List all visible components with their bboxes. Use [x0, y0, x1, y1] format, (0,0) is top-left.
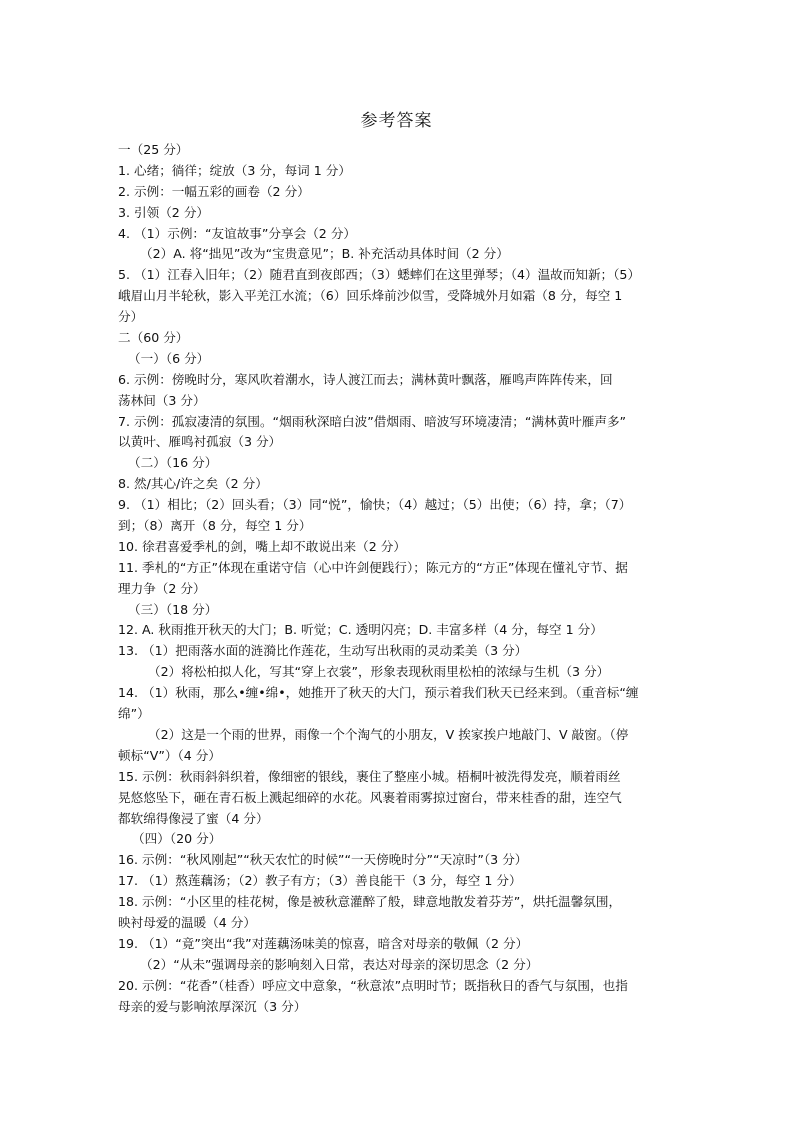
- answer-line: 20. 示例：“花香”（桂香）呼应文中意象，“秋意浓”点明时节；既指秋日的香气与氛围，也指: [118, 977, 628, 993]
- answer-line: 到；（8）离开（8 分，每空 1 分）: [118, 518, 312, 534]
- section-heading: 一（25 分）: [118, 142, 189, 157]
- answer-line: 母亲的爱与影响浓厚深沉（3 分）: [118, 998, 307, 1014]
- answer-line: 5. （1）江春入旧年；（2）随君直到夜郎西；（3）蟋蟀们在这里弹琴；（4）温故而知新；（5）: [118, 267, 641, 283]
- answer-line: 16. 示例：“秋风刚起”“秋天农忙的时候”“一天傍晚时分”“天凉时”（3 分）: [118, 852, 528, 868]
- answer-line: 12. A. 秋雨推开秋天的大门；B. 听觉；C. 透明闪亮；D. 丰富多样（4 分，每空 1 分）: [118, 622, 603, 638]
- answer-line: 18. 示例：“小区里的桂花树，像是被秋意灌醉了般，肆意地散发着芬芳”，烘托温馨氛围，: [118, 894, 622, 910]
- answer-line: 14. （1）秋雨，那么•缠•绵•，她推开了秋天的大门，预示着我们秋天已经来到。（重音标“缠: [118, 685, 639, 701]
- answer-line: 7. 示例：孤寂凄清的氛围。“烟雨秋深暗白波”借烟雨、暗波写环境凄清；“满林黄叶雁声多”: [118, 413, 627, 429]
- answer-line: 以黄叶、雁鸣衬孤寂（3 分）: [118, 434, 282, 450]
- answer-line: 绵”）: [118, 706, 150, 722]
- answer-line: 峨眉山月半轮秋，影入平羌江水流；（6）回乐烽前沙似雪，受降城外月如霜（8 分，每空 1: [118, 288, 623, 304]
- answer-line: 19. （1）“竟”突出“我”对莲藕汤味美的惊喜，暗含对母亲的敬佩（2 分）: [118, 935, 529, 951]
- page-title: 参考答案: [360, 111, 433, 131]
- answer-line: （2）将松柏拟人化，写其“穿上衣裳”，形象表现秋雨里松柏的浓绿与生机（3 分）: [148, 664, 610, 680]
- subsection-heading: （四）（20 分）: [132, 831, 222, 847]
- answer-line: 3. 引领（2 分）: [118, 204, 210, 220]
- answer-line: 10. 徐君喜爱季札的剑，嘴上却不敢说出来（2 分）: [118, 538, 406, 554]
- answer-line: 荡林间（3 分）: [118, 392, 206, 408]
- subsection-heading: （一）（6 分）: [128, 350, 210, 366]
- answer-line: 都软绵得像浸了蜜（4 分）: [118, 810, 269, 826]
- answer-line: 1. 心绪；徜徉；绽放（3 分，每词 1 分）: [118, 162, 351, 178]
- answer-line: （2）A. 将“拙见”改为“宝贵意见”；B. 补充活动具体时间（2 分）: [140, 246, 509, 262]
- answer-line: 8. 然/其心/许之矣（2 分）: [118, 476, 268, 492]
- answer-line: 分）: [118, 309, 144, 325]
- answer-line: 映衬母爱的温暖（4 分）: [118, 914, 256, 930]
- answer-line: 11. 季札的“方正”体现在重诺守信（心中许剑便践行）；陈元方的“方正”体现在懂礼守节、据: [118, 559, 628, 575]
- subsection-heading: （二）（16 分）: [128, 455, 218, 471]
- answer-line: 17. （1）熬莲藕汤；（2）教子有方；（3）善良能干（3 分，每空 1 分）: [118, 873, 522, 889]
- answer-line: （2）这是一个雨的世界，雨像一个个淘气的小朋友，V 挨家挨户地敲门、V 敲窗。（停: [148, 726, 629, 742]
- answer-line: 9. （1）相比；（2）回头看；（3）同“悦”，愉快；（4）越过；（5）出使；（6）持，拿；（7）: [118, 497, 632, 513]
- answer-line: 4. （1）示例：“友谊故事”分享会（2 分）: [118, 225, 357, 241]
- answer-line: 晃悠悠坠下，砸在青石板上溅起细碎的水花。风裹着雨雾掠过窗台，带来桂香的甜，连空气: [118, 789, 622, 805]
- answer-line: （2）“从未”强调母亲的影响刻入日常，表达对母亲的深切思念（2 分）: [140, 956, 539, 972]
- section-heading: 二（60 分）: [118, 330, 189, 346]
- answer-line: 13. （1）把雨落水面的涟漪比作莲花，生动写出秋雨的灵动柔美（3 分）: [118, 643, 528, 659]
- answer-line: 理力争（2 分）: [118, 580, 206, 596]
- answer-line: 6. 示例：傍晚时分，寒风吹着潮水，诗人渡江而去；满林黄叶飘落，雁鸣声阵阵传来，回: [118, 371, 613, 387]
- answer-line: 2. 示例：一幅五彩的画卷（2 分）: [118, 183, 310, 199]
- subsection-heading: （三）（18 分）: [128, 601, 218, 617]
- answer-line: 顿标“V”）（4 分）: [118, 747, 221, 763]
- answer-line: 15. 示例：秋雨斜斜织着，像细密的银线，裹住了整座小城。梧桐叶被洗得发亮，顺着雨丝: [118, 768, 621, 784]
- answer-content: [118, 140, 680, 1017]
